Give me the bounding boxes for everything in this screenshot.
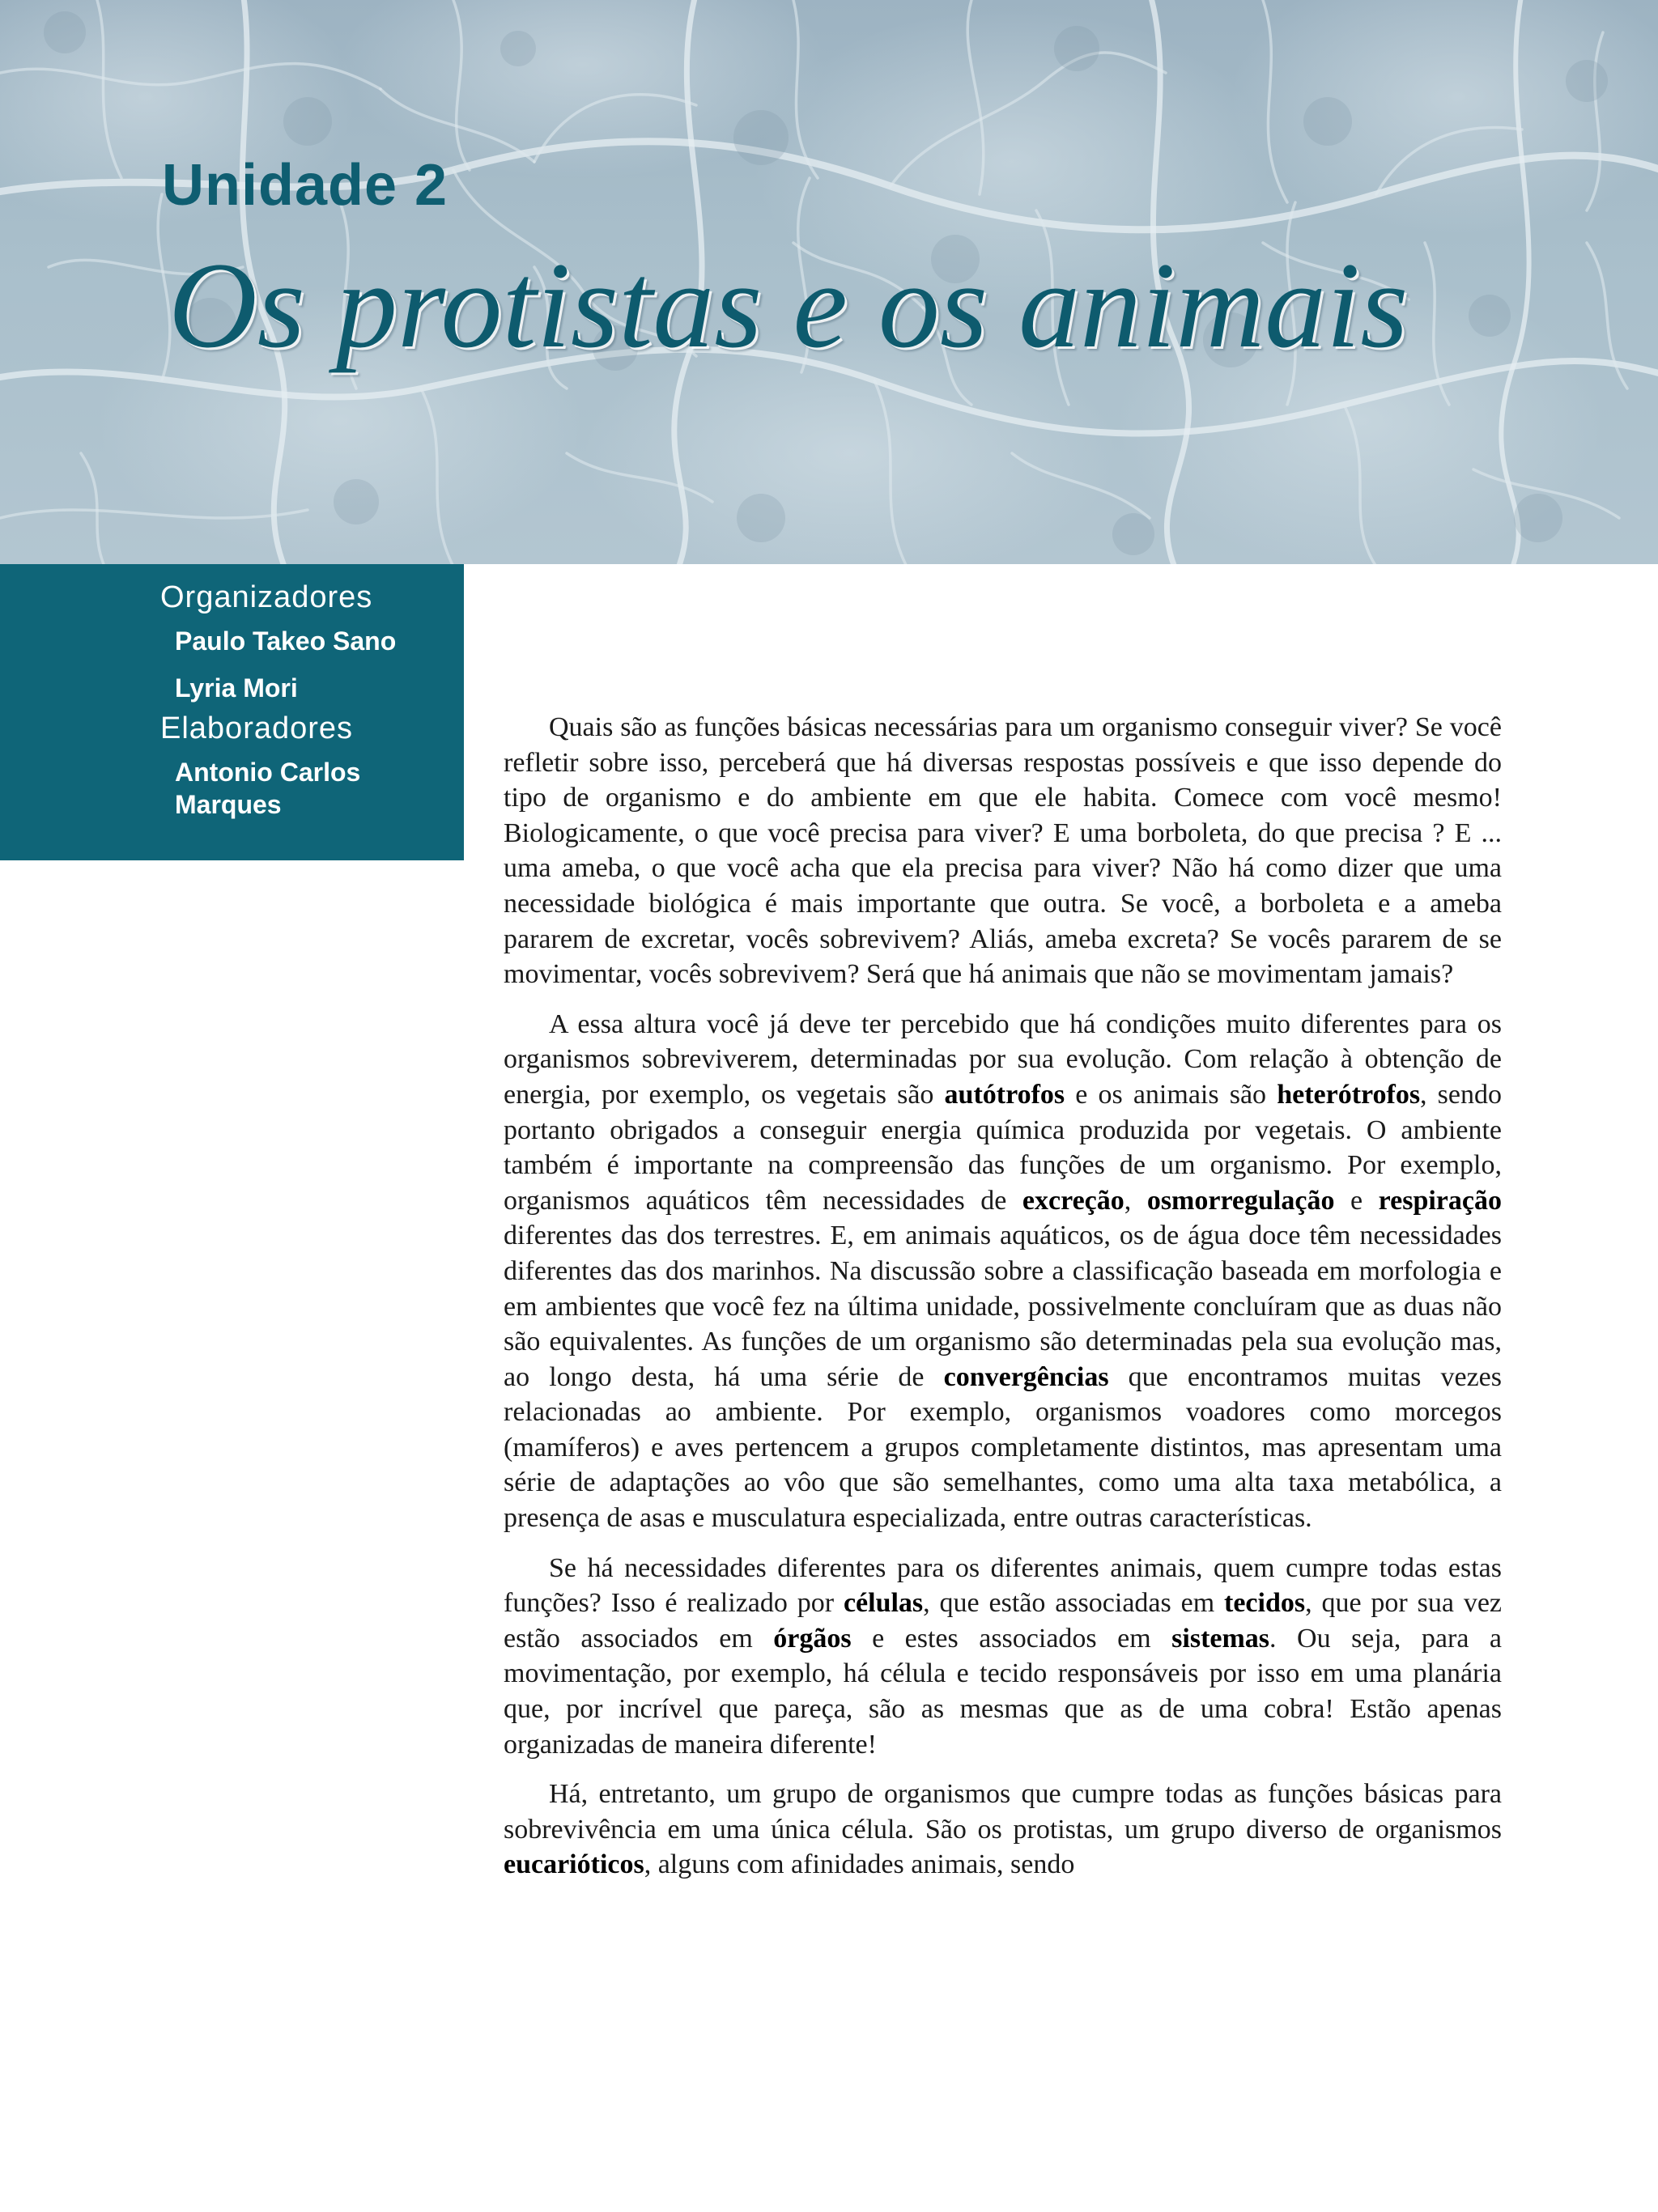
paragraph-1: Quais são as funções básicas necessárias para um organismo conseguir viver? Se você refletir sobre isso, perceberá que há diversas respostas possíveis e que isso depende do tipo de organismo e do ambiente em que ele habita. Comece com você mesmo! Biologicamente, o que você precisa para viver? E uma borboleta, do que precisa ? E ... uma ameba, o que você acha que ela precisa para viver? Não há como dizer que uma necessidade biológica é mais importante que outra. Se você, a borboleta e a ameba pararem de excretar, vocês sobrevivem? Aliás, ameba excreta? Se vocês pararem de se movimentar, vocês sobrevivem? Será que há animais que não se movimentam jamais? xyxy=(504,712,1502,990)
term-convergencias: convergências xyxy=(943,1361,1109,1392)
paragraph-2: A essa altura você já deve ter percebido que há condições muito diferentes para os organismos sobreviverem, determinadas por sua evolução. Com relação à obtenção de energia, por exemplo, os vegetais são autótrofos e os animais são heterótrofos, sendo portanto obrigados a conseguir energia química produzida por vegetais. O ambiente também é importante na compreensão das funções de um organismo. Por exemplo, organismos aquáticos têm necessidades de excreção, osmorregulação e respiração diferentes das dos terrestres. E, em animais aquáticos, os de água doce têm necessidades diferentes das dos marinhos. Na discussão sobre a classificação baseada em morfologia e em ambientes que você fez na última unidade, possivelmente concluíram que as duas não são equivalentes. As funções de um organismo são determinadas pela sua evolução mas, ao longo desta, há uma série de convergências que encontramos muitas vezes relacionadas ao ambiente. Por exemplo, organismos voadores como morcegos (mamíferos) e aves pertencem a grupos completamente distintos, mas apresentam uma série de adaptações ao vôo que são semelhantes, como uma alta taxa metabólica, a presença de asas e musculatura especializada, entre outras características. xyxy=(504,1008,1502,1534)
author-name: Marques xyxy=(175,790,282,819)
organizer-name: Lyria Mori xyxy=(175,673,298,703)
term-heterotrofos: heterótrofos xyxy=(1277,1079,1421,1110)
author-name: Antonio Carlos xyxy=(175,758,361,787)
term-celulas: células xyxy=(843,1588,924,1619)
organizer-name: Paulo Takeo Sano xyxy=(175,626,397,656)
unit-title: Os protistas e os animais xyxy=(168,237,1409,373)
organizers-heading: Organizadores xyxy=(160,580,373,614)
body-text xyxy=(504,710,1502,1897)
term-sistemas: sistemas xyxy=(1171,1623,1270,1654)
paragraph-3: Se há necessidades diferentes para os diferentes animais, quem cumpre todas estas funções? Isso é realizado por células, que estão associadas em tecidos, que por sua vez estão associados em órgãos e estes associados em sistemas. Ou seja, para a movimentação, por exemplo, há célula e tecido responsáveis por isso em uma planária que, por incrível que pareça, são as mesmas que as de uma cobra! Estão apenas organizadas de maneira diferente! xyxy=(504,1552,1502,1760)
term-respiracao: respiração xyxy=(1378,1185,1502,1216)
term-excrecao: excreção xyxy=(1022,1185,1124,1216)
term-autotrofos: autótrofos xyxy=(944,1079,1065,1110)
term-osmorregulacao: osmorregulação xyxy=(1146,1185,1335,1216)
paragraph-4: Há, entretanto, um grupo de organismos que cumpre todas as funções básicas para sobrevivência em uma única célula. São os protistas, um grupo diverso de organismos eucarióticos, alguns com afinidades animais, sendo xyxy=(504,1779,1502,1880)
unit-label: Unidade 2 xyxy=(162,153,449,218)
header-banner xyxy=(0,0,1658,564)
authors-heading: Elaboradores xyxy=(160,711,354,745)
term-tecidos: tecidos xyxy=(1224,1588,1306,1619)
term-eucarioticos: eucarióticos xyxy=(504,1849,644,1880)
credits-box xyxy=(0,564,464,860)
term-orgaos: órgãos xyxy=(773,1623,852,1654)
